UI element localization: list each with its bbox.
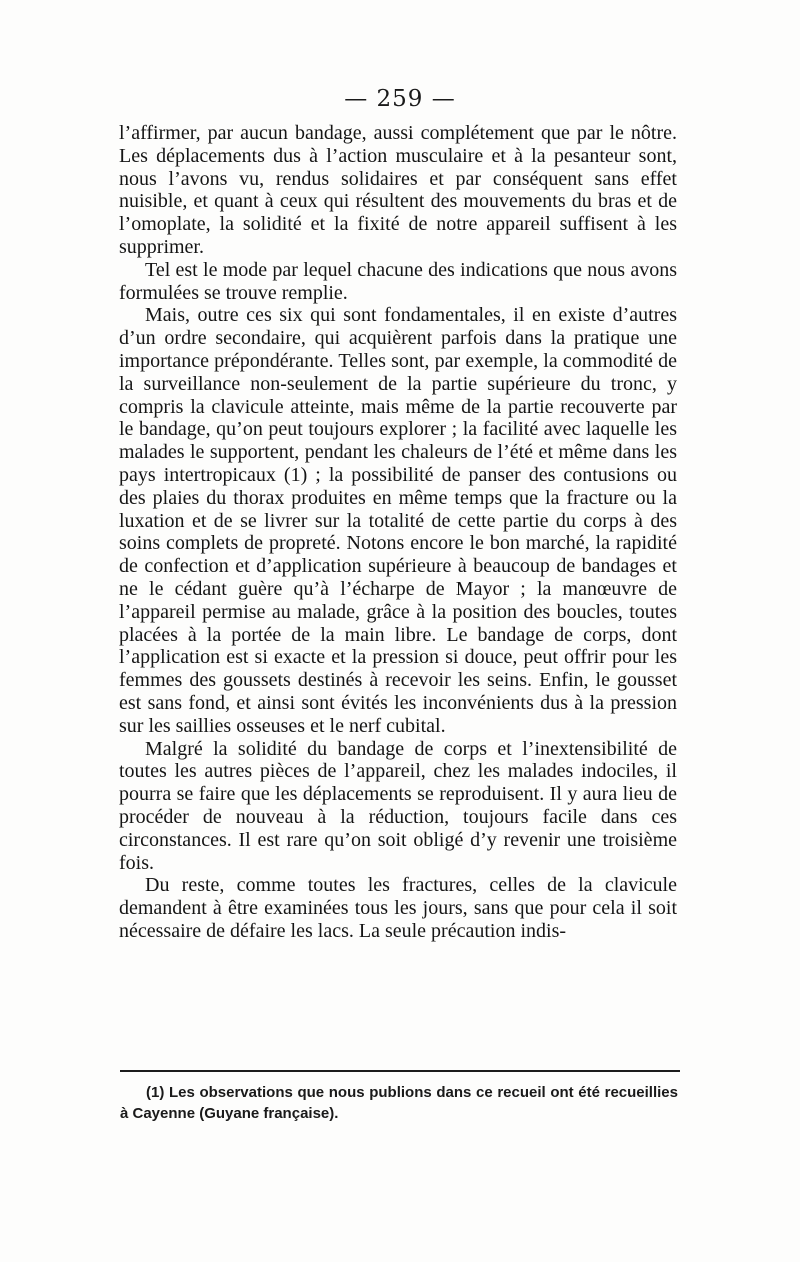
- paragraph: Malgré la solidité du bandage de corps et l’inextensibilité de toutes les autres pièces de l’appareil, chez les malades indociles, il pourra se faire que les déplacements se reproduisent. Il y aura lieu de procéder de nouveau à la réduction, toujours facile dans ces circonstances. Il est rare qu’on soit obligé d’y revenir une troisième fois.: [119, 737, 677, 874]
- footnote-divider: [120, 1070, 680, 1072]
- paragraph: Tel est le mode par lequel chacune des indications que nous avons formulées se trouve remplie.: [119, 258, 677, 304]
- footnote-text: (1) Les observations que nous publions dans ce recueil ont été recueillies à Cayenne (Guyane française).: [120, 1084, 678, 1122]
- paragraph: Du reste, comme toutes les fractures, celles de la clavicule demandent à être examinées tous les jours, sans que pour cela il soit nécessaire de défaire les lacs. La seule précaution indis-: [119, 874, 677, 942]
- paragraph: Mais, outre ces six qui sont fondamentales, il en existe d’autres d’un ordre secondaire, qui acquièrent parfois dans la pratique une importance prépondérante. Telles sont, par exemple, la commodité de la surveillance non-seulement de la partie supérieure du tronc, y compris la clavicule atteinte, mais même de la partie recouverte par le bandage, qu’on peut toujours explorer ; la facilité avec laquelle les malades le supportent, pendant les chaleurs de l’été et même dans les pays intertropicaux (1) ; la possibilité de panser des contusions ou des plaies du thorax produites en même temps que la fracture ou la luxation et de se livrer sur la totalité de cette partie du corps à des soins complets de propreté. Notons encore le bon marché, la rapidité de confection et d’application supérieure à beaucoup de bandages et ne le cédant guère qu’à l’écharpe de Mayor ; la manœuvre de l’appareil permise au malade, grâce à la position des boucles, toutes placées à la portée de la main libre. Le bandage de corps, dont l’application est si exacte et la pression si douce, peut offrir pour les femmes des goussets destinés à recevoir les seins. Enfin, le gousset est sans fond, et ainsi sont évités les inconvénients dus à la pression sur les saillies osseuses et le nerf cubital.: [119, 304, 677, 737]
- page-number: — 259 —: [344, 86, 456, 112]
- body-text: [119, 122, 677, 943]
- footnote: [120, 1082, 678, 1124]
- paragraph: l’affirmer, par aucun bandage, aussi complétement que par le nôtre. Les déplacements dus à l’action musculaire et à la pesanteur sont, nous l’avons vu, rendus solidaires et par conséquent sans effet nuisible, et quant à ceux qui résultent des mouvements du bras et de l’omoplate, la solidité et la fixité de notre appareil suffisent à les supprimer.: [119, 122, 677, 258]
